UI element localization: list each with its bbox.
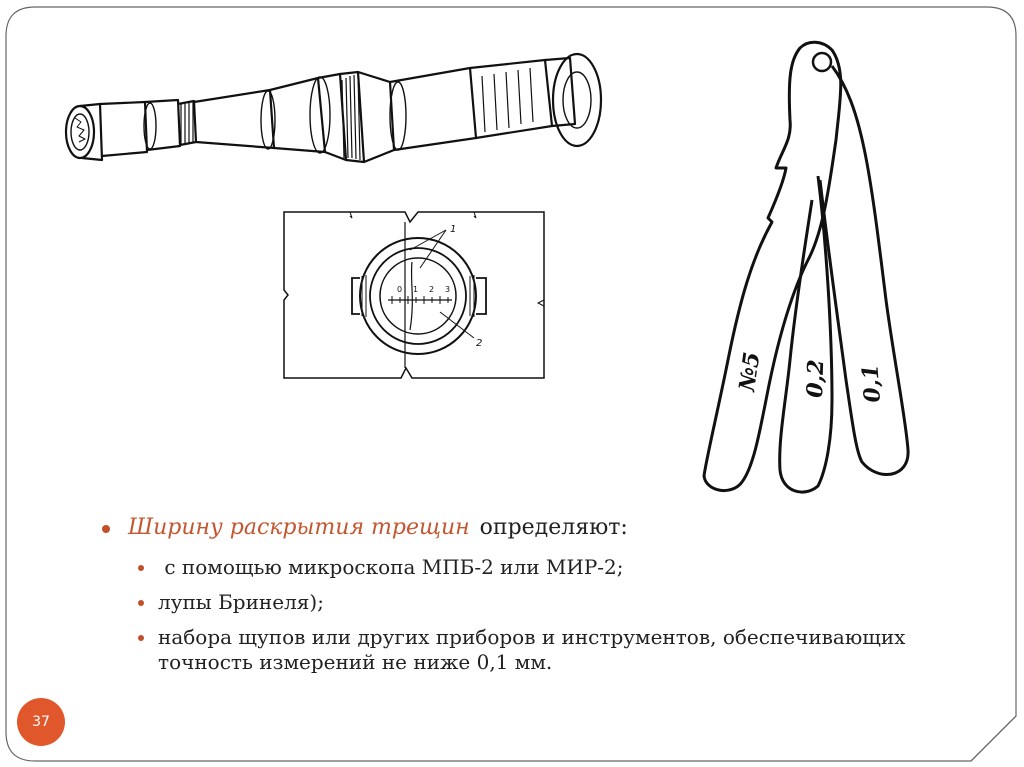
feeler-blade-label-2: 0,2 <box>802 359 830 399</box>
bullet-dot <box>138 600 144 606</box>
reticle-label-1: 1 <box>450 224 457 235</box>
reticle-scale-1: 1 <box>413 285 419 294</box>
list-item-text: с помощью микроскопа МПБ-2 или МИР-2; <box>158 555 624 579</box>
page-number-badge: 37 <box>17 698 65 746</box>
reticle-scale-2: 2 <box>429 285 435 294</box>
heading-emphasis: Ширину раскрытия трещин <box>128 515 470 540</box>
microscope-illustration <box>66 54 601 162</box>
reticle-label-2: 2 <box>476 338 483 349</box>
content-text <box>100 513 920 685</box>
bullet-dot <box>102 525 110 533</box>
list-item-text: набора щупов или других приборов и инструментов, обеспечивающих точность измерений не ниже 0,1 мм. <box>158 625 906 674</box>
list-item <box>100 590 920 615</box>
bullet-dot <box>138 565 144 571</box>
sub-bullet-list <box>100 555 920 675</box>
list-item <box>100 625 920 675</box>
reticle-scale-0: 0 <box>397 285 403 294</box>
list-item <box>100 555 920 580</box>
heading-rest: определяют: <box>479 515 628 540</box>
main-bullet <box>100 513 920 543</box>
feeler-gauge-illustration <box>704 42 908 492</box>
feeler-blade-label-3: 0,1 <box>857 363 886 404</box>
bullet-dot <box>138 635 144 641</box>
list-item-text: лупы Бринеля); <box>158 590 324 614</box>
reticle-illustration <box>284 212 544 378</box>
feeler-blade-label-1: №5 <box>734 350 766 393</box>
reticle-scale-3: 3 <box>445 285 451 294</box>
